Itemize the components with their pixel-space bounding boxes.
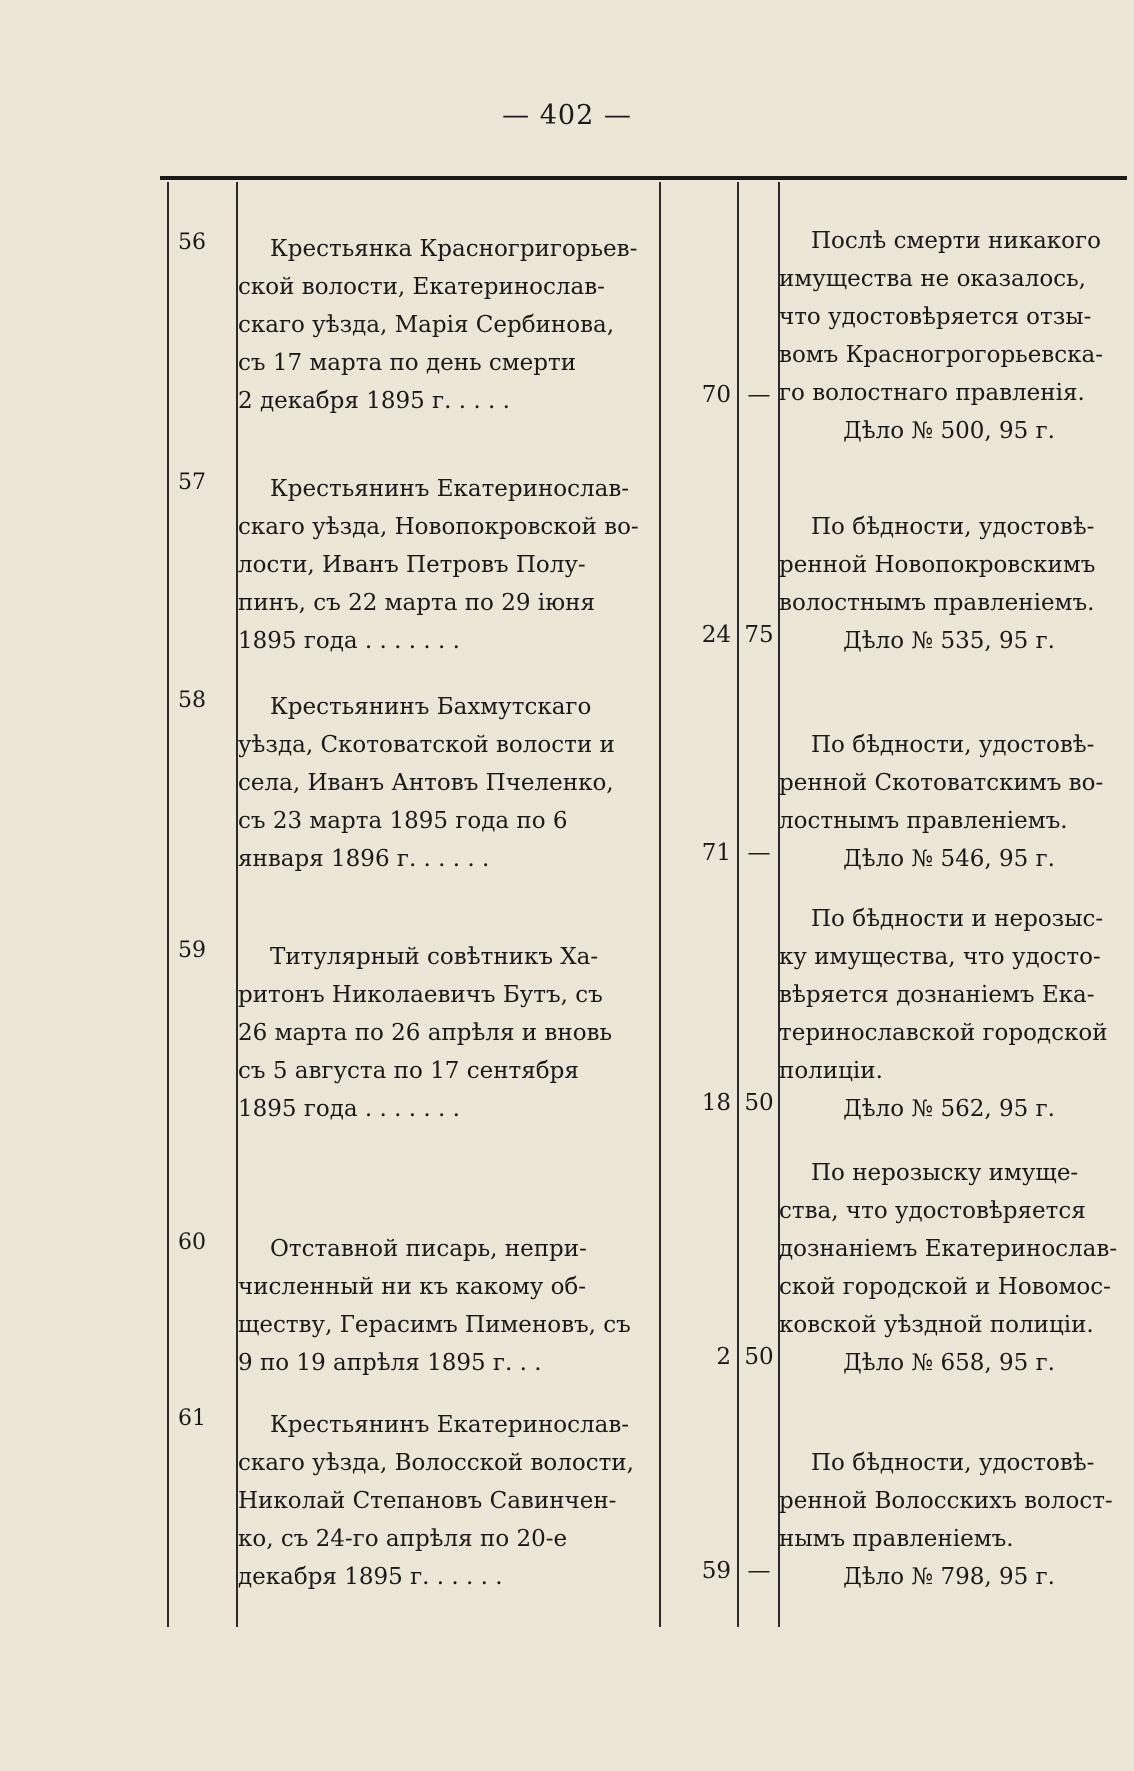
- desc-line: Крестьянинъ Бахмутскаго: [270, 694, 592, 720]
- desc-line: января 1896 г. . . . . .: [238, 846, 490, 872]
- case-reference: Дѣло № 535, 95 г.: [843, 628, 1055, 654]
- desc-line: 2 декабря 1895 г. . . . .: [238, 388, 510, 414]
- top-rule: [160, 176, 1127, 180]
- entry-description: [238, 1230, 658, 1382]
- entry-description: [238, 230, 658, 420]
- case-reference: Дѣло № 562, 95 г.: [843, 1096, 1055, 1122]
- note-line: По бѣдности, удостовѣ-: [811, 514, 1095, 540]
- entry-number: 57: [178, 470, 206, 495]
- amount-rubles: 70: [701, 382, 731, 408]
- entry-description: [238, 688, 658, 878]
- desc-line: скаго уѣзда, Волосской волости,: [238, 1450, 634, 1476]
- case-reference: Дѣло № 798, 95 г.: [843, 1564, 1055, 1590]
- amount-rubles: 24: [701, 622, 731, 648]
- entry-description: [238, 470, 658, 660]
- desc-line: скаго уѣзда, Новопокровской во-: [238, 514, 639, 540]
- note-line: По нерозыску имуще-: [811, 1160, 1079, 1186]
- desc-line: съ 23 марта 1895 года по 6: [238, 808, 568, 834]
- amount-kopecks: —: [747, 1558, 771, 1584]
- amount-rubles: 18: [701, 1090, 731, 1116]
- note-line: го волостнаго правленія.: [779, 380, 1085, 406]
- note-line: вомъ Красногрогорьевска-: [779, 342, 1103, 368]
- desc-line: лости, Иванъ Петровъ Полу-: [238, 552, 586, 578]
- desc-line: пинъ, съ 22 марта по 29 іюня: [238, 590, 596, 616]
- desc-line: численный ни къ какому об-: [238, 1274, 587, 1300]
- note-line: ку имущества, что удосто-: [779, 944, 1101, 970]
- amount-rubles: 59: [701, 1558, 731, 1584]
- desc-line: уѣзда, Скотоватской волости и: [238, 732, 615, 758]
- note-line: ренной Скотоватскимъ во-: [779, 770, 1104, 796]
- desc-line: ритонъ Николаевичъ Бутъ, съ: [238, 982, 603, 1008]
- note-line: ства, что удостовѣряется: [779, 1198, 1086, 1224]
- entry-note: [779, 1154, 1119, 1382]
- amount-kopecks: 50: [744, 1090, 774, 1116]
- desc-line: 9 по 19 апрѣля 1895 г. . .: [238, 1350, 542, 1376]
- page-number: — 402 —: [502, 100, 632, 131]
- note-line: лостнымъ правленіемъ.: [779, 808, 1068, 834]
- entry-number: 61: [178, 1406, 206, 1431]
- desc-line: Крестьянинъ Екатеринослав-: [270, 1412, 630, 1438]
- note-line: ренной Волосскихъ волост-: [779, 1488, 1113, 1514]
- note-line: имущества не оказалось,: [779, 266, 1086, 292]
- entry-number: 60: [178, 1230, 206, 1255]
- entry-number: 59: [178, 938, 206, 963]
- desc-line: Отставной писарь, непри-: [270, 1236, 587, 1262]
- entry-description: [238, 1406, 658, 1596]
- desc-line: скаго уѣзда, Марія Сербинова,: [238, 312, 615, 338]
- note-line: ренной Новопокровскимъ: [779, 552, 1096, 578]
- column-divider-num: [167, 182, 169, 1627]
- desc-line: 1895 года . . . . . . .: [238, 628, 460, 654]
- desc-line: Титулярный совѣтникъ Ха-: [270, 944, 599, 970]
- note-line: что удостовѣряется отзы-: [779, 304, 1092, 330]
- note-line: вѣряется дознаніемъ Ека-: [779, 982, 1095, 1008]
- desc-line: съ 5 августа по 17 сентября: [238, 1058, 579, 1084]
- entry-note: [779, 508, 1119, 660]
- note-line: дознаніемъ Екатеринослав-: [779, 1236, 1118, 1262]
- note-line: ковской уѣздной полиціи.: [779, 1312, 1094, 1338]
- desc-line: 1895 года . . . . . . .: [238, 1096, 460, 1122]
- desc-line: 26 марта по 26 апрѣля и вновь: [238, 1020, 613, 1046]
- case-reference: Дѣло № 546, 95 г.: [843, 846, 1055, 872]
- case-reference: Дѣло № 658, 95 г.: [843, 1350, 1055, 1376]
- note-line: ской городской и Новомос-: [779, 1274, 1111, 1300]
- desc-line: ществу, Герасимъ Пименовъ, съ: [238, 1312, 631, 1338]
- entry-note: [779, 726, 1119, 878]
- note-line: нымъ правленіемъ.: [779, 1526, 1014, 1552]
- desc-line: ской волости, Екатеринослав-: [238, 274, 605, 300]
- entry-number: 56: [178, 230, 206, 255]
- desc-line: Николай Степановъ Савинчен-: [238, 1488, 617, 1514]
- desc-line: ко, съ 24-го апрѣля по 20-е: [238, 1526, 568, 1552]
- desc-line: съ 17 марта по день смерти: [238, 350, 577, 376]
- entry-number: 58: [178, 688, 206, 713]
- entry-note: [779, 222, 1119, 450]
- amount-kopecks: —: [747, 840, 771, 866]
- column-divider-rub: [659, 182, 661, 1627]
- desc-line: Крестьянинъ Екатеринослав-: [270, 476, 630, 502]
- amount-rubles: 71: [701, 840, 731, 866]
- case-reference: Дѣло № 500, 95 г.: [843, 418, 1055, 444]
- note-line: полиціи.: [779, 1058, 883, 1084]
- note-line: волостнымъ правленіемъ.: [779, 590, 1095, 616]
- note-line: По бѣдности, удостовѣ-: [811, 1450, 1095, 1476]
- note-line: По бѣдности, удостовѣ-: [811, 732, 1095, 758]
- amount-kopecks: —: [747, 382, 771, 408]
- desc-line: села, Иванъ Антовъ Пчеленко,: [238, 770, 614, 796]
- entry-note: [779, 900, 1119, 1128]
- amount-rubles: 2: [716, 1344, 731, 1370]
- entry-note: [779, 1444, 1119, 1596]
- amount-kopecks: 50: [744, 1344, 774, 1370]
- desc-line: Крестьянка Красногригорьев-: [270, 236, 638, 262]
- note-line: Послѣ смерти никакого: [811, 228, 1101, 254]
- entry-description: [238, 938, 658, 1128]
- desc-line: декабря 1895 г. . . . . .: [238, 1564, 503, 1590]
- note-line: По бѣдности и нерозыс-: [811, 906, 1104, 932]
- note-line: теринославской городской: [779, 1020, 1108, 1046]
- amount-kopecks: 75: [744, 622, 774, 648]
